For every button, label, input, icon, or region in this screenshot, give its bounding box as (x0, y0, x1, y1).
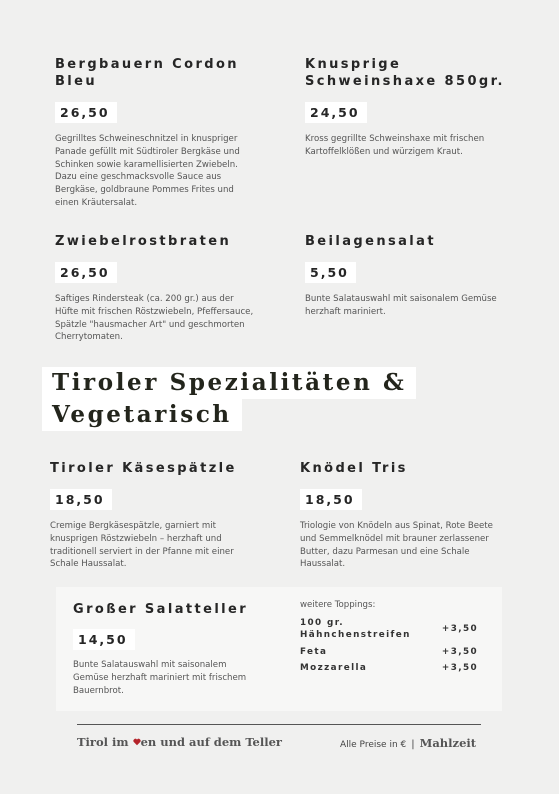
salad-card (56, 587, 502, 711)
heart-icon (133, 738, 141, 746)
dish-price: 18,50 (50, 489, 112, 510)
section-title-line1: Tiroler Spezialitäten & (42, 367, 416, 399)
topping-price: +3,50 (441, 662, 478, 673)
footer-separator: | (411, 739, 415, 750)
topping-price: +3,50 (441, 623, 478, 634)
brand-logo: Mahlzeit (419, 736, 477, 750)
dish-price: 5,50 (305, 262, 356, 283)
dish-beilagensalat (305, 233, 535, 319)
dish-title: Knödel Tris (300, 461, 408, 476)
topping-item: Feta +3,50 (300, 646, 478, 657)
salad-card-main (73, 601, 283, 697)
dish-price: 26,50 (55, 102, 117, 123)
dish-description: Kross gegrillte Schweinshaxe mit frischen Kartoffelklößen und würzigem Kraut. (305, 134, 485, 157)
dish-schweinshaxe (305, 56, 535, 159)
dish-title: Tiroler Käsespätzle (50, 461, 237, 476)
dish-description: Cremige Bergkäsespätzle, garniert mit knusprigen Röstzwiebeln – herzhaft und traditionell serviert in der Pfanne mit einer Schale Haussalat. (50, 521, 234, 570)
footer-slogan: Tirol im en und auf dem Teller (77, 735, 282, 749)
dish-price: 26,50 (55, 262, 117, 283)
footer-right (340, 736, 476, 752)
dish-description: Triologie von Knödeln aus Spinat, Rote Beete und Semmelknödel mit brauner zerlassener Butter, dazu Parmesan und eine Schale Haussalat. (300, 521, 493, 570)
dish-description: Bunte Salatauswahl mit saisonalem Gemüse herzhaft mariniert. (305, 294, 497, 317)
dish-price: 18,50 (300, 489, 362, 510)
toppings-list (300, 599, 478, 673)
dish-cordon-bleu (55, 56, 275, 210)
prices-note: Alle Preise in € (340, 740, 407, 750)
topping-price: +3,50 (441, 646, 478, 657)
dish-description: Saftiges Rindersteak (ca. 200 gr.) aus der Hüfte mit frischen Röstzwiebeln, Pfeffersauce, Spätzle "hausmacher Art" und geschmorten Cherrytomaten. (55, 294, 254, 343)
salad-card-title: Großer Salatteller (73, 602, 249, 617)
dish-knoedel-tris (300, 460, 530, 571)
dish-title: Knusprige Schweinshaxe 850gr. (305, 57, 505, 89)
topping-item: Mozzarella +3,50 (300, 662, 478, 673)
toppings-label: weitere Toppings: (300, 600, 376, 610)
footer-divider (77, 724, 481, 725)
dish-zwiebelrostbraten (55, 233, 280, 344)
section-title-line2: Vegetarisch (42, 399, 242, 431)
topping-item: 100 gr. Hähnchenstreifen +3,50 (300, 617, 478, 640)
section-heading (42, 367, 416, 431)
dish-description: Gegrilltes Schweineschnitzel in knuspriger Panade gefüllt mit Südtiroler Bergkäse und Schinken sowie karamellisierten Zwiebeln. Dazu eine geschmacksvolle Sauce aus Bergkäse, goldbraune Pommes Frites und einen Kräutersalat. (55, 134, 240, 208)
salad-card-description: Bunte Salatauswahl mit saisonalem Gemüse herzhaft mariniert mit frischem Bauernbrot. (73, 660, 247, 696)
dish-title: Zwiebelrostbraten (55, 234, 232, 249)
dish-price: 24,50 (305, 102, 367, 123)
dish-kaesespaetzle (50, 460, 280, 571)
dish-title: Beilagensalat (305, 234, 436, 249)
salad-card-price: 14,50 (73, 629, 135, 650)
dish-title: Bergbauern Cordon Bleu (55, 57, 239, 89)
